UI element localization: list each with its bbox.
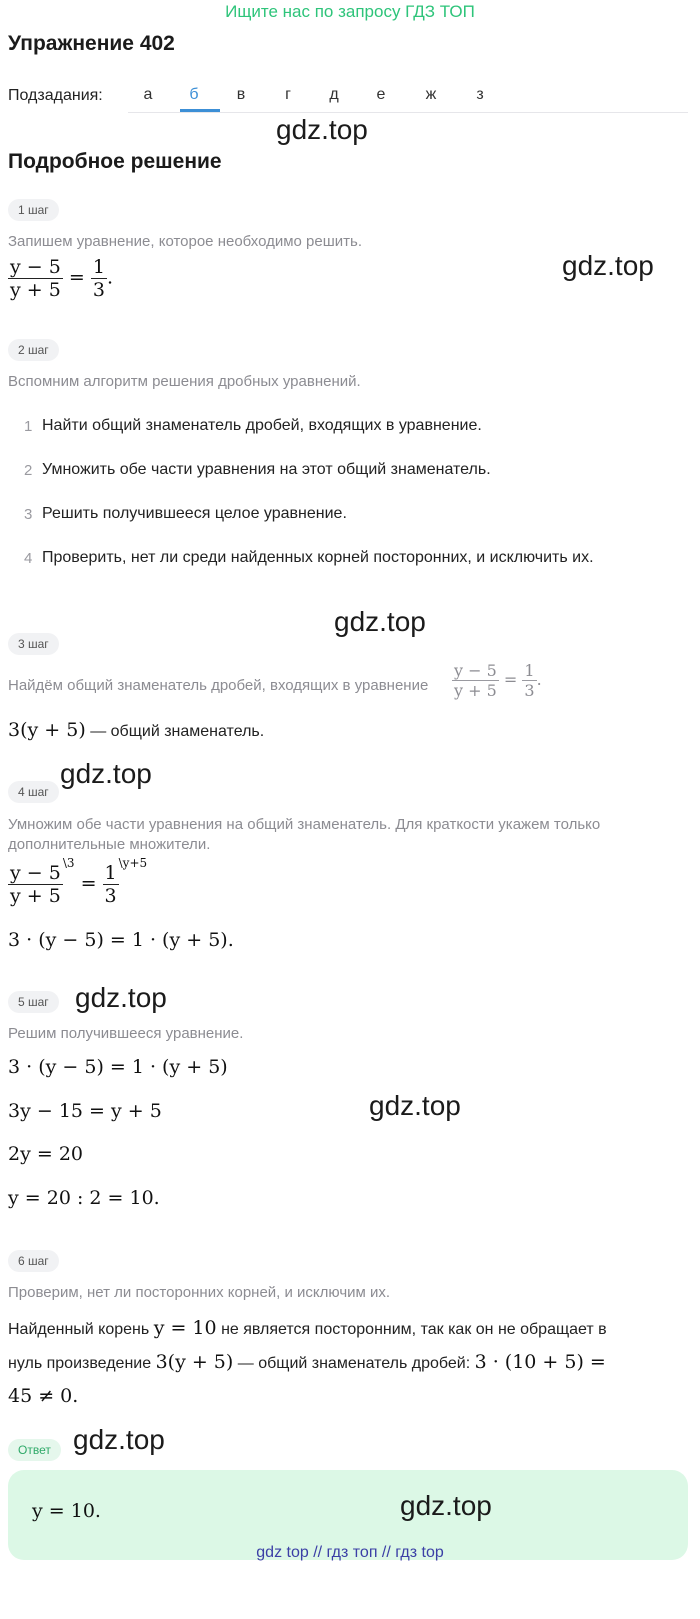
section-title: Подробное решение [8,150,222,173]
tab-g[interactable]: г [285,86,291,103]
step-4-text-line2: дополнительные множители. [8,836,211,853]
list-number: 4 [24,550,33,567]
step-4-badge: 4 шаг [8,781,59,803]
watermark: gdz.top [73,1424,165,1455]
list-number: 2 [24,462,33,479]
step-4-text-line1: Умножим обе части уравнения на общий знаменатель. Для краткости укажем только [8,816,601,833]
step-1-equation: $\frac{y - 5}{y + 5}$ = $\frac{1}{3}$ . [10,256,113,301]
step-5-text: Решим получившееся уравнение. [8,1025,244,1042]
subtasks-label: Подзадания: [8,87,103,104]
list-item: Проверить, нет ли среди найденных корней посторонних, и исключить их. [42,549,594,566]
footer-links[interactable]: gdz top // гдз топ // гдз top [256,1544,444,1561]
exercise-title: Упражнение 402 [8,32,175,55]
step-1-text: Запишем уравнение, которое необходимо решить. [8,233,363,250]
step-2-badge: 2 шаг [8,339,59,361]
step-5-line: 3 · (y − 5) = 1 · (y + 5) [8,1056,228,1078]
list-item: Умножить обе части уравнения на этот общий знаменатель. [42,461,491,478]
step-6-text: Проверим, нет ли посторонних корней, и исключим их. [8,1284,391,1301]
step-6-line-3: 45 ≠ 0. [8,1385,79,1407]
tab-zh[interactable]: ж [425,86,437,103]
watermark: gdz.top [75,982,167,1013]
watermark: gdz.top [60,758,152,789]
tab-b[interactable]: б [189,86,199,103]
watermark: gdz.top [369,1090,461,1121]
answer-value: y = 10. [32,1500,101,1522]
step-4-fraction-equation: $\frac{y - 5}{y + 5}$ $^{\backslash 3}$ = $\frac{1}{3}$ $^{\backslash y+5}$ [10,856,148,907]
subtask-tabs [128,76,688,113]
step-1-badge: 1 шаг [8,199,59,221]
watermark: gdz.top [400,1490,492,1521]
list-number: 3 [24,506,33,523]
active-tab-indicator [180,109,220,112]
list-item: Найти общий знаменатель дробей, входящих в уравнение. [42,417,482,434]
step-3-text: Найдём общий знаменатель дробей, входящих в уравнение [8,677,429,694]
step-5-line: 2y = 20 [8,1143,83,1165]
step-6-line-2: нуль произведение 3(y + 5) — общий знаменатель дробей: 3 · (10 + 5) = [8,1351,606,1373]
list-number: 1 [24,418,33,435]
watermark: gdz.top [562,250,654,281]
watermark: gdz.top [276,114,368,145]
step-3-result: 3(y + 5) — общий знаменатель. [8,719,265,741]
list-item: Решить получившееся целое уравнение. [42,505,347,522]
step-3-equation: $\frac{y - 5}{y + 5}$ = $\frac{1}{3}$ . [454,661,542,700]
tab-d[interactable]: д [329,86,339,103]
search-banner: Ищите нас по запросу ГДЗ ТОП [225,2,475,21]
step-3-badge: 3 шаг [8,633,59,655]
step-6-line-1: Найденный корень y = 10 не является посторонним, так как он не обращает в [8,1317,607,1339]
step-5-badge: 5 шаг [8,991,59,1013]
tab-z[interactable]: з [476,86,484,103]
answer-badge: Ответ [8,1439,61,1461]
step-2-text: Вспомним алгоритм решения дробных уравнений. [8,373,361,390]
step-4-equation: 3 · (y − 5) = 1 · (y + 5). [8,929,234,951]
tab-v[interactable]: в [236,86,246,103]
step-5-line: 3y − 15 = y + 5 [8,1100,162,1122]
step-6-badge: 6 шаг [8,1250,59,1272]
tab-a[interactable]: а [143,86,153,103]
tab-e[interactable]: е [376,86,386,103]
watermark: gdz.top [334,606,426,637]
step-5-line: y = 20 : 2 = 10. [8,1187,160,1209]
